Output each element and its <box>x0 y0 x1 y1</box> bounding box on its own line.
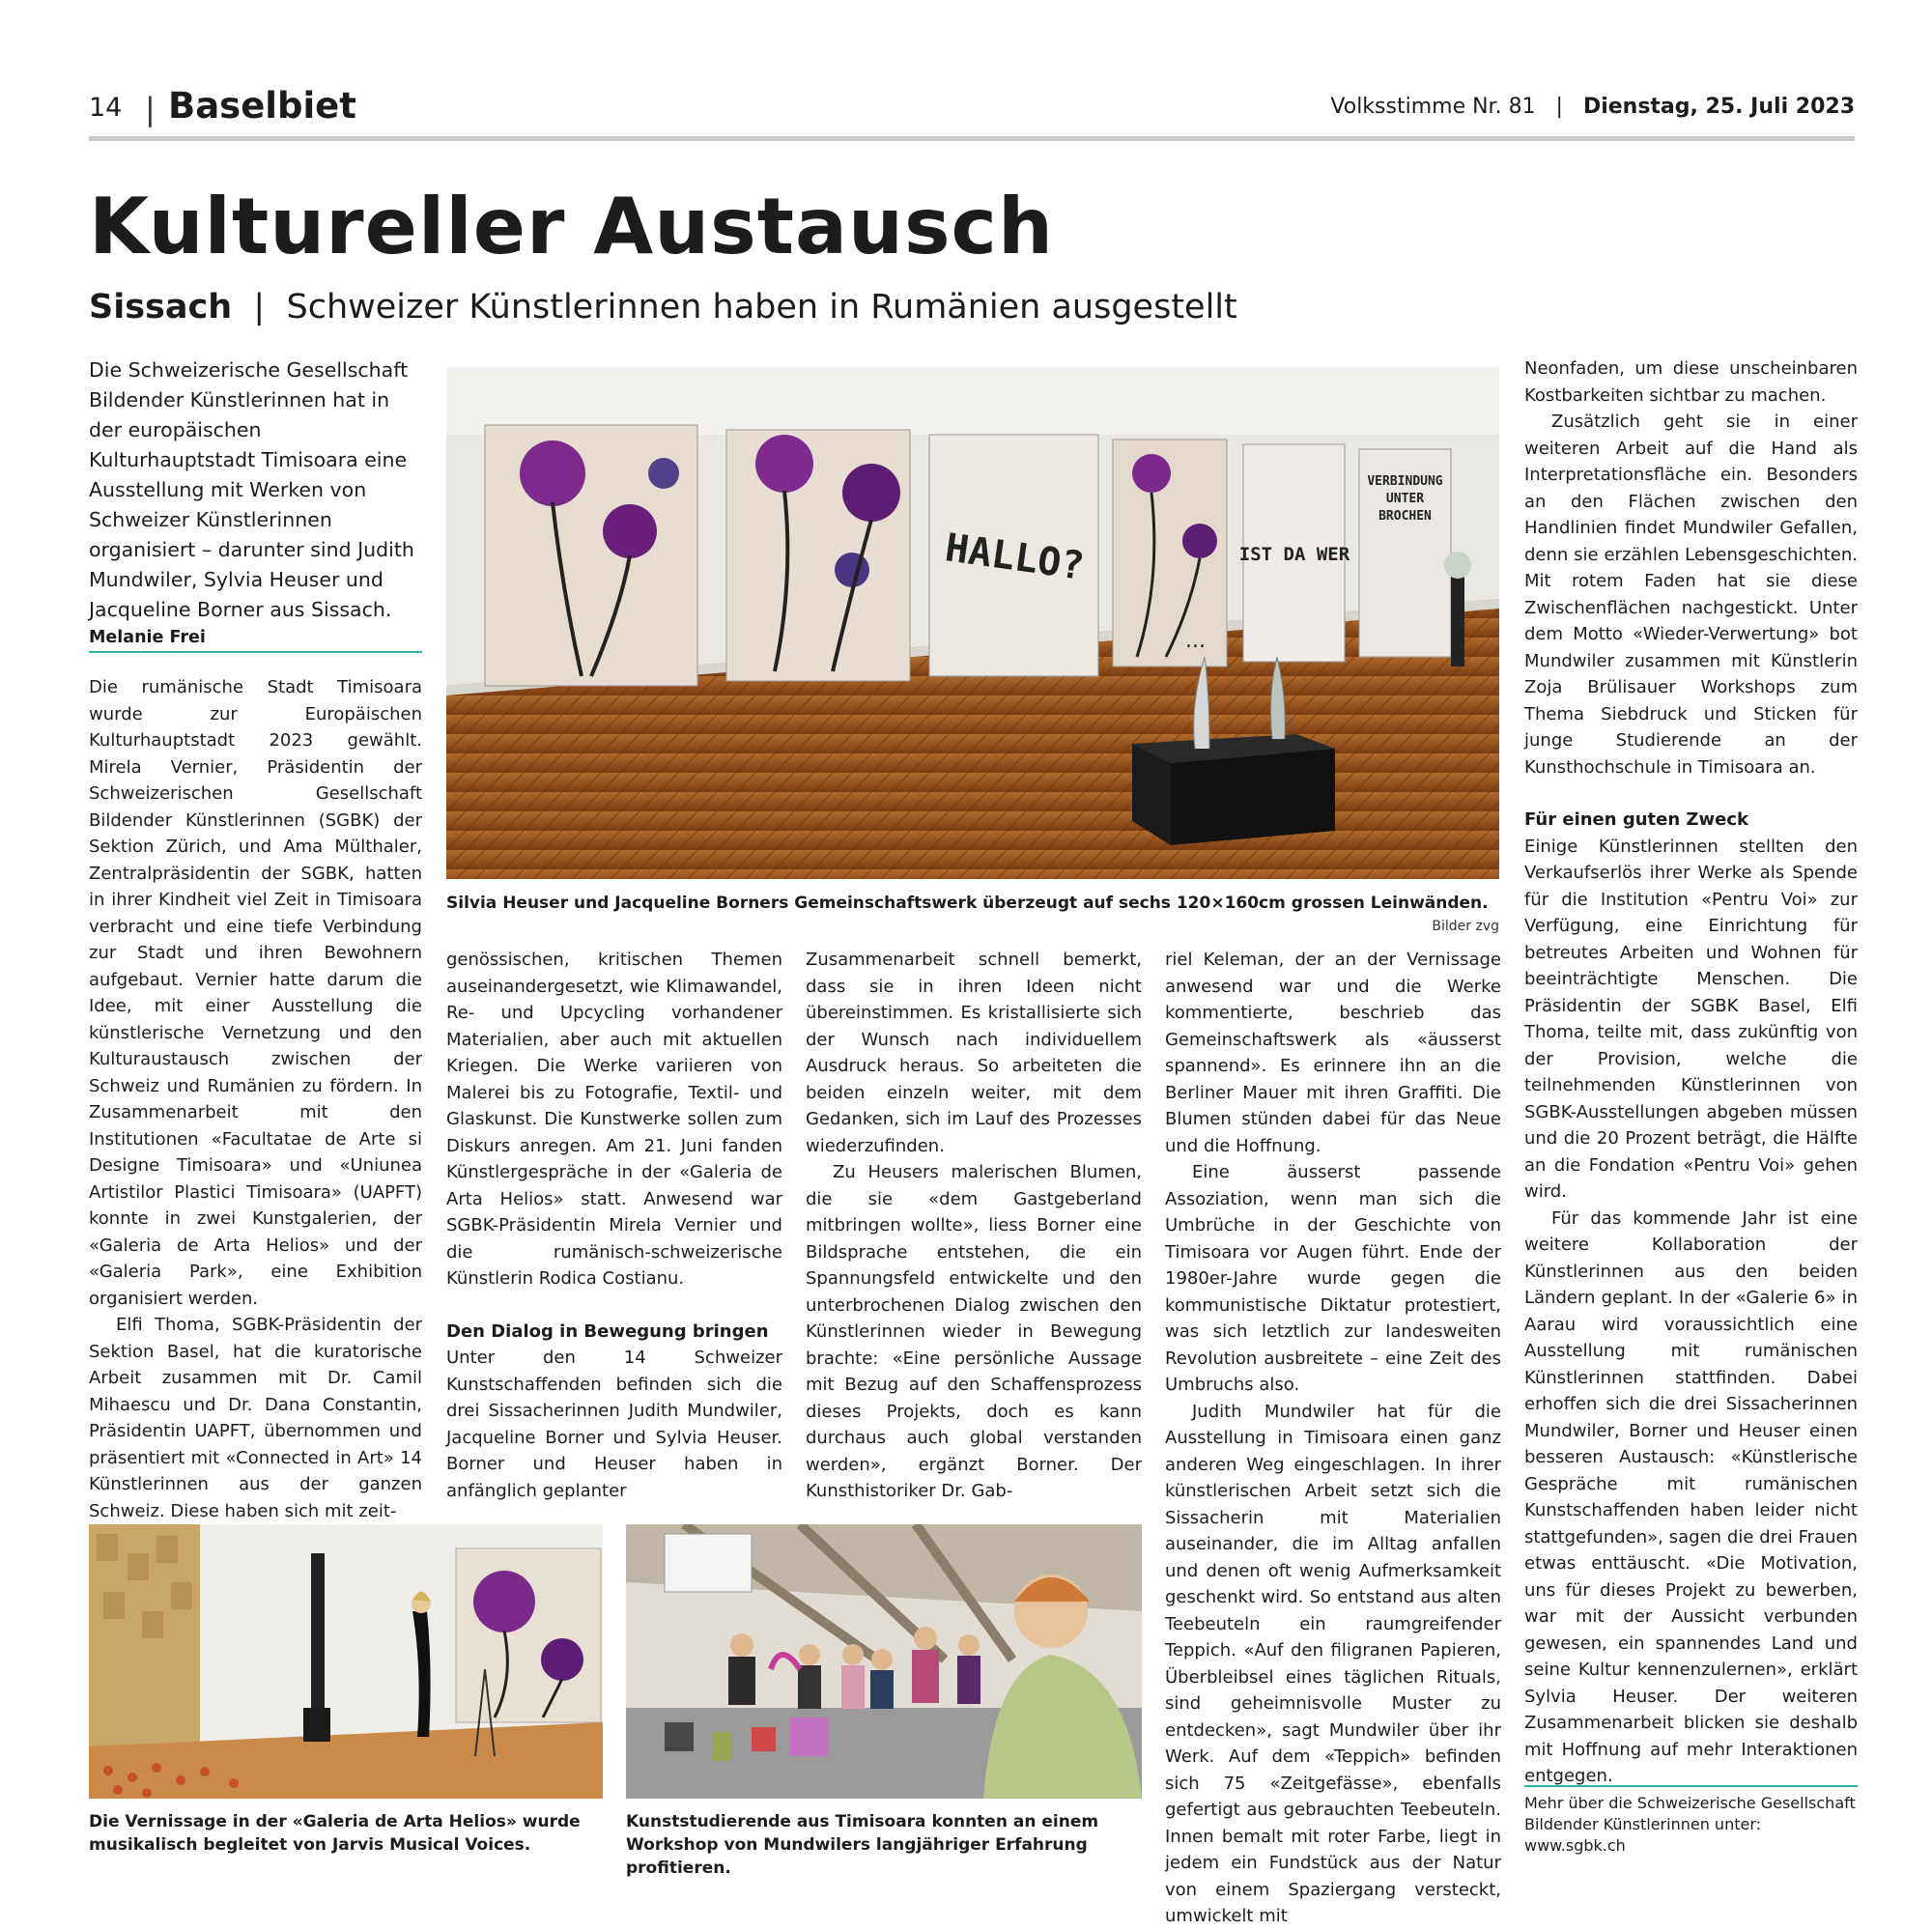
caption-text: Silvia Heuser und Jacqueline Borners Gemeinschaftswerk überzeugt auf sechs 120×160cm grossen Leinwänden. <box>446 894 1489 913</box>
canvas-flowers-2 <box>726 430 910 681</box>
note-line: Bildender Künstlerinnen unter: <box>1524 1815 1762 1833</box>
vernissage-caption: Die Vernissage in der «Galeria de Arta Helios» wurde musikalisch begleitet von Jarvis Musical Voices. <box>89 1812 581 1855</box>
paragraph: Neonfaden, um diese unscheinbaren Kostbarkeiten sichtbar zu machen. <box>1524 358 1858 406</box>
author-byline: Melanie Frei <box>89 628 422 653</box>
info-note <box>1524 1785 1858 1857</box>
paragraph: Für das kommende Jahr ist eine weitere Kollaboration der Künstlerinnen aus den beiden Ländern geplant. In der «Galerie 6» in Aarau wird voraussichtlich eine Ausstellung mit rumänischen Künstlerinnen stattfinden. Dabei erhoffen sich die drei Sissacherinnen Mundwiler, Borner und Heuser einen besseren Austausch: «Künstlerische Gespräche mit rumänischen Kunstschaffenden haben leider nicht stattgefunden», sagen die drei Frauen etwas enttäuscht. «Die Motivation, uns für dieses Projekt zu bewerben, war mit der Aussicht verbunden gewesen, ein spannendes Land und seine Kultur kennenzulernen», erklärt Sylvia Heuser. Der weiteren Zusammenarbeit blicken sie deshalb mit Hoffnung auf mehr Interaktionen entgegen. <box>1524 1207 1858 1786</box>
subtitle-text: Schweizer Künstlerinnen haben in Rumänien ausgestellt <box>286 288 1237 326</box>
canvas-flowers-1 <box>485 425 697 686</box>
issue-date: Dienstag, 25. Juli 2023 <box>1582 95 1855 119</box>
paragraph: riel Keleman, der an der Vernissage anwesend war und die Werke kommentierte, beschrieb das Gemeinschaftswerk als «äusserst spannend». Es erinnere ihn an die Berliner Mauer mit ihren Graffiti. Die Blumen stünden dabei für das Neue und die Hoffnung. <box>1165 950 1501 1156</box>
workshop-caption: Kunststudierende aus Timisoara konnten an einem Workshop von Mundwilers langjähriger Erfahrung profitieren. <box>626 1812 1099 1878</box>
body-column-5 <box>1524 355 1858 1790</box>
gallery-photo-illustration <box>446 367 1499 879</box>
note-line: Mehr über die Schweizerische Gesellschaft <box>1524 1794 1856 1812</box>
dateline-location: Sissach <box>89 288 233 326</box>
paragraph: Judith Mundwiler hat für die Ausstellung in Timisoara einen ganz anderen Weg eingeschlagen. In ihrer künstlerischen Arbeit setzt sich die Sissacherin mit Materialien auseinander, die im Alltag anfallen und denen oft wenig Aufmerksamkeit geschenkt wird. So entstand aus alten Teebeuteln ein raumgreifender Teppich. «Auf den filigranen Papieren, Überbleibsel eines täglichen Rituals, sind geheimnisvolle Muster zu entdecken», sagt Mundwiler über ihr Werk. Auf dem «Teppich» befinden sich 75 «Zeitgefässe», ebenfalls gefertigt aus gebrauchten Teebeuteln. Innen bemalt mit roter Farbe, liegt in jedem ein Fundstück aus der Natur von einem Spaziergang versteckt, umwickelt mit <box>1165 1401 1501 1926</box>
canvas-flowers-3 <box>1113 440 1227 667</box>
website-link[interactable]: www.sgbk.ch <box>1524 1836 1626 1855</box>
section-title: Baselbiet <box>168 85 356 127</box>
paragraph: Zusammenarbeit schnell bemerkt, dass sie in ihren Ideen nicht übereinstimmen. Es kristallisierte sich der Wunsch nach individuellem Ausdruck heraus. So arbeiteten die beiden einzeln weiter, mit dem Gedanken, sich im Lauf des Prozesses wiederzufinden. <box>806 950 1142 1156</box>
paragraph: Eine äusserst passende Assoziation, wenn man sich die Umbrüche in der Geschichte von Timisoara vor Augen führt. Ende der 1980er-Jahre wurde gegen die kommunistische Diktatur protestiert, was sich letztlich zur landesweiten Revolution ausbreitete – eine Zeit des Umbruchs also. <box>1165 1162 1501 1395</box>
main-photo-caption <box>446 892 1499 938</box>
paragraph: Elfi Thoma, SGBK-Präsidentin der Sektion Basel, hat die kuratorische Arbeit zusammen mit Dr. Camil Mihaescu und Dr. Dana Constantin, Präsidentin UAPFT, übernommen und präsentiert mit «Connected in Art» 14 Künstlerinnen aus der ganzen Schweiz. Diese haben sich mit zeit- <box>89 1315 422 1521</box>
svg-text:...: ... <box>1185 629 1206 653</box>
canvas-text-istdawer <box>1239 444 1350 662</box>
publication-name: Volksstimme Nr. 81 <box>1330 95 1536 119</box>
svg-text:HALLO?: HALLO? <box>942 525 1088 589</box>
body-column-3 <box>806 947 1142 1505</box>
workshop-photo-illustration <box>626 1524 1142 1799</box>
article-subtitle <box>89 288 1237 326</box>
header-rule <box>89 136 1855 141</box>
subtitle-divider: | <box>242 288 276 326</box>
canvas-text-hallo <box>929 435 1098 676</box>
vernissage-photo-illustration <box>89 1524 603 1799</box>
canvas-text-3: VERBINDUNG UNTER BROCHEN <box>1367 474 1443 524</box>
photo-credit: Bilder zvg <box>1432 919 1499 934</box>
svg-text:IST DA WER: IST DA WER <box>1238 544 1350 565</box>
body-column-2 <box>446 947 782 1504</box>
paragraph: Die rumänische Stadt Timisoara wurde zur Europäischen Kulturhauptstadt 2023 gewählt. Mirela Vernier, Präsidentin der Schweizerischen Gesellschaft Bildender Künstlerinnen (SGBK) der Sektion Zürich, und Ama Mülthaler, Zentralpräsidentin der SGBK, hatten in ihrer Kindheit viel Zeit in Timisoara verbracht und eine tiefe Verbindung zur Stadt und ihren Bewohnern aufgebaut. Vernier hatte darum die Idee, mit einer Ausstellung die künstlerische Vernetzung und den Kulturaustausch zwischen der Schweiz und Rumänien zu fördern. In Zusammenarbeit mit den Institutionen «Facultatae de Arte si Designe Timisoara» und «Uniunea Artistilor Plastici Timisoara» (UAPFT) konnte in zwei Kunstgalerien, der «Galeria de Arta Helios» und der «Galeria Park», eine Exhibition organisiert werden. <box>89 677 422 1309</box>
page-number: 14 <box>89 93 123 123</box>
main-photo <box>446 367 1499 879</box>
canvas-text-verbindung <box>1359 449 1451 657</box>
spacer <box>1524 781 1858 807</box>
vernissage-photo <box>89 1524 603 1799</box>
paragraph: genössischen, kritischen Themen auseinandergesetzt, wie Klimawandel, Re- und Upcycling vorhandener Materialien, aber auch mit aktuellen Kriegen. Die Werke variieren von Malerei bis zu Fotografie, Textil- und Glaskunst. Die Kunstwerke sollen zum Diskurs anregen. Am 21. Juni fanden Künstlergespräche in der «Galeria de Arta Helios» statt. Anwesend war SGBK-Präsidentin Mirela Vernier und die rumänisch-schweizerische Künstlerin Rodica Costianu. <box>446 950 782 1289</box>
paragraph: Zu Heusers malerischen Blumen, die sie «dem Gastgeberland mitbringen wollte», liess Borner eine Bildsprache entstehen, die ein Spannungsfeld entwickelte und den unterbrochenen Dialog zwischen den Künstlerinnen wieder in Bewegung brachte: «Eine persönliche Aussage mit Bezug auf den Schaffensprozess dieses Projekts, doch es kann durchaus auch global verstanden werden», ergänzt Borner. Der Kunsthistoriker Dr. Gab- <box>806 1162 1142 1501</box>
page-header <box>89 85 1855 135</box>
subheading-dialog: Den Dialog in Bewegung bringen <box>446 1320 769 1342</box>
subheading-zweck: Für einen guten Zweck <box>1524 809 1748 830</box>
paragraph: Unter den 14 Schweizer Kunstschaffenden befinden sich die drei Sissacherinnen Judith Mundwiler, Jacqueline Borner und Sylvia Heuser. Borner und Heuser haben in anfänglich geplanter <box>446 1348 782 1501</box>
paragraph: Zusätzlich geht sie in einer weiteren Arbeit auf die Hand als Interpretationsfläche ein. Besonders an den Flächen zwischen den Handlinien findet Mundwiler Gefallen, denn sie erzählen Lebensgeschichten. Mit rotem Faden hat sie diese Zwischenflächen nachgestickt. Unter dem Motto «Wieder-Verwertung» bot Mundwiler zusammen mit Künstlerin Zoja Brülisauer Workshops zum Thema Siebdruck und Sticken für junge Studierende an der Kunsthochschule in Timisoara an. <box>1524 412 1858 778</box>
body-column-4 <box>1165 947 1501 1930</box>
article-title: Kultureller Austausch <box>89 182 1054 271</box>
article-lead: Die Schweizerische Gesellschaft Bildender Künstlerinnen hat in der europäischen Kulturhauptstadt Timisoara eine Ausstellung mit Werken von Schweizer Künstlerinnen organisiert – darunter sind Judith Mundwiler, Sylvia Heuser und Jacqueline Borner aus Sissach. <box>89 358 414 621</box>
issue-info: Volksstimme Nr. 81 | Dienstag, 25. Juli 2023 <box>1330 95 1855 119</box>
body-column-1 <box>89 674 422 1524</box>
workshop-photo <box>626 1524 1142 1799</box>
header-divider: | <box>145 91 156 128</box>
paragraph: Einige Künstlerinnen stellten den Verkaufserlös ihrer Werke als Spende für die Institution «Pentru Voi» zur Verfügung, eine Einrichtung für betreutes Arbeiten und Wohnen für beeinträchtigte Menschen. Die Präsidentin der SGBK Basel, Elfi Thoma, teilte mit, dass zukünftig von der Provision, welche die teilnehmenden Künstlerinnen von SGBK-Ausstellungen abgeben müssen und die 20 Prozent beträgt, die Hälfte an die Fondation «Pentru Voi» gehen wird. <box>1524 836 1858 1202</box>
spacer <box>446 1292 782 1319</box>
